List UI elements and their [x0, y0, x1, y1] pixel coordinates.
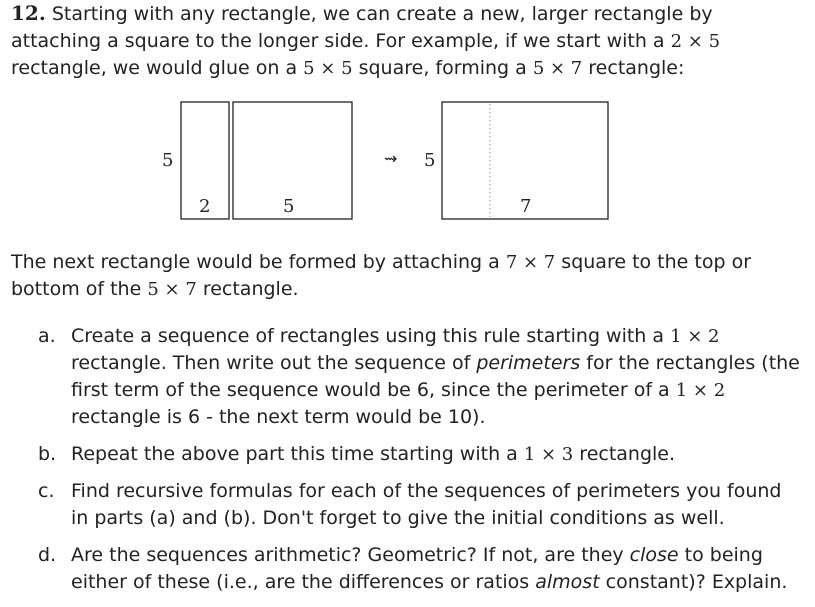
problem-intro	[11, 0, 801, 82]
intro-text-4: rectangle:	[582, 57, 685, 79]
part-a-marker: a.	[38, 325, 56, 347]
next-rectangle-text	[11, 249, 801, 303]
left-height-label: 5	[162, 150, 174, 171]
part-a-emphasis: perimeters	[476, 352, 581, 374]
transform-arrow: ⇝	[384, 149, 398, 168]
parts-list	[38, 323, 803, 606]
result-width-label: 7	[520, 196, 532, 217]
intro-math-2: 5 × 5	[303, 58, 353, 79]
part-a-text-3: for the rectangles (the first term of the sequence would be 6, since the perimeter of a	[71, 352, 800, 401]
part-a-math-1: 1 × 2	[670, 326, 720, 347]
part-b-marker: b.	[38, 443, 57, 465]
next-text-1: The next rectangle would be formed by attaching a	[11, 251, 506, 273]
problem-number: 12.	[11, 1, 46, 25]
right-height-label: 5	[424, 150, 436, 171]
part-d-text-1: Are the sequences arithmetic? Geometric? If not, are they	[71, 544, 630, 566]
part-d-marker: d.	[38, 544, 57, 566]
part-a-text-4: rectangle is 6 - the next term would be 10).	[71, 406, 486, 428]
next-math-2: 5 × 7	[147, 279, 197, 300]
rectangle-figure	[150, 95, 620, 230]
part-c-text-1: Find recursive formulas for each of the sequences of perimeters you found in parts (a) and (b). Don't forget to give the initial conditions as well.	[71, 480, 782, 529]
part-b-text-2: rectangle.	[573, 443, 676, 465]
intro-math-1: 2 × 5	[670, 31, 721, 52]
part-d-text-3: constant)? Explain.	[599, 571, 788, 593]
square-width-label: 5	[283, 196, 295, 217]
part-c	[38, 478, 803, 532]
part-d-text-2: to being either of these (i.e., are the differences or ratios	[71, 544, 763, 593]
next-math-1: 7 × 7	[505, 252, 556, 273]
next-text-3: rectangle.	[196, 278, 299, 300]
intro-text-2: rectangle, we would glue on a	[11, 57, 304, 79]
intro-text-3: square, forming a	[352, 57, 533, 79]
part-d-emphasis-2: almost	[535, 571, 600, 593]
part-a	[38, 323, 803, 431]
rect-width-label: 2	[199, 196, 211, 217]
part-a-text-1: Create a sequence of rectangles using this rule starting with a	[71, 325, 671, 347]
part-b-text-1: Repeat the above part this time starting with a	[71, 443, 524, 465]
part-a-text-2: rectangle. Then write out the sequence of	[71, 352, 477, 374]
part-d-emphasis-1: close	[629, 544, 679, 566]
part-c-marker: c.	[38, 480, 55, 502]
part-b	[38, 441, 803, 468]
next-text-2: square to the top or bottom of the	[11, 251, 752, 300]
intro-math-3: 5 × 7	[532, 58, 583, 79]
intro-text-1: Starting with any rectangle, we can create a new, larger rectangle by attaching a square to the longer side. For example, if we start with a	[11, 3, 713, 52]
part-d	[38, 542, 803, 596]
part-a-math-2: 1 × 2	[675, 380, 726, 401]
part-b-math-1: 1 × 3	[523, 444, 574, 465]
